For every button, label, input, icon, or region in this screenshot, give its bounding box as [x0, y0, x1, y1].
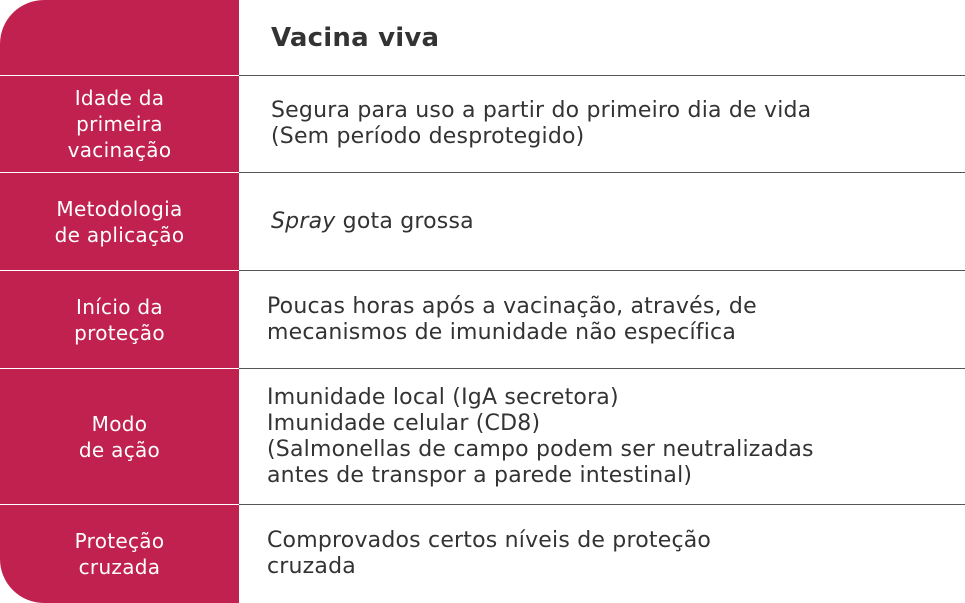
table-title: Vacina viva	[271, 22, 440, 53]
row-value-rest: gota grossa	[335, 208, 474, 234]
header-row	[0, 0, 965, 75]
table-row	[0, 173, 965, 270]
row-value	[267, 271, 965, 368]
row-value-text: Comprovados certos níveis de proteção cruzada	[267, 528, 712, 579]
row-label	[0, 76, 239, 172]
row-label-text: Proteção cruzada	[74, 529, 165, 579]
row-value	[271, 173, 965, 272]
row-label-text: Idade da primeira vacinação	[67, 86, 172, 162]
table-row	[0, 76, 965, 172]
row-value-text: Imunidade local (IgA secretora) Imunidade celular (CD8) (Salmonellas de campo podem ser neutralizadas antes de transpor a parede intestinal)	[267, 384, 814, 488]
header-cell	[271, 0, 965, 75]
row-label-text: Metodologia de aplicação	[54, 196, 185, 247]
row-value-text: Poucas horas após a vacinação, através, de mecanismos de imunidade não específica	[267, 293, 757, 345]
table-row	[0, 369, 965, 504]
table-row	[0, 505, 965, 603]
row-label	[0, 505, 239, 603]
row-value	[267, 505, 965, 603]
row-value-text	[271, 209, 474, 235]
row-value-text: Segura para uso a partir do primeiro dia de vida (Sem período desprotegido)	[271, 98, 812, 149]
row-value	[267, 369, 965, 504]
row-label-text: Início da proteção	[74, 294, 165, 345]
table-row	[0, 271, 965, 368]
row-value-italic: Spray	[271, 208, 336, 234]
row-label-text: Modo de ação	[78, 411, 161, 462]
row-label	[0, 271, 239, 368]
row-value	[271, 76, 965, 172]
row-label	[0, 369, 239, 504]
row-label	[0, 173, 239, 270]
